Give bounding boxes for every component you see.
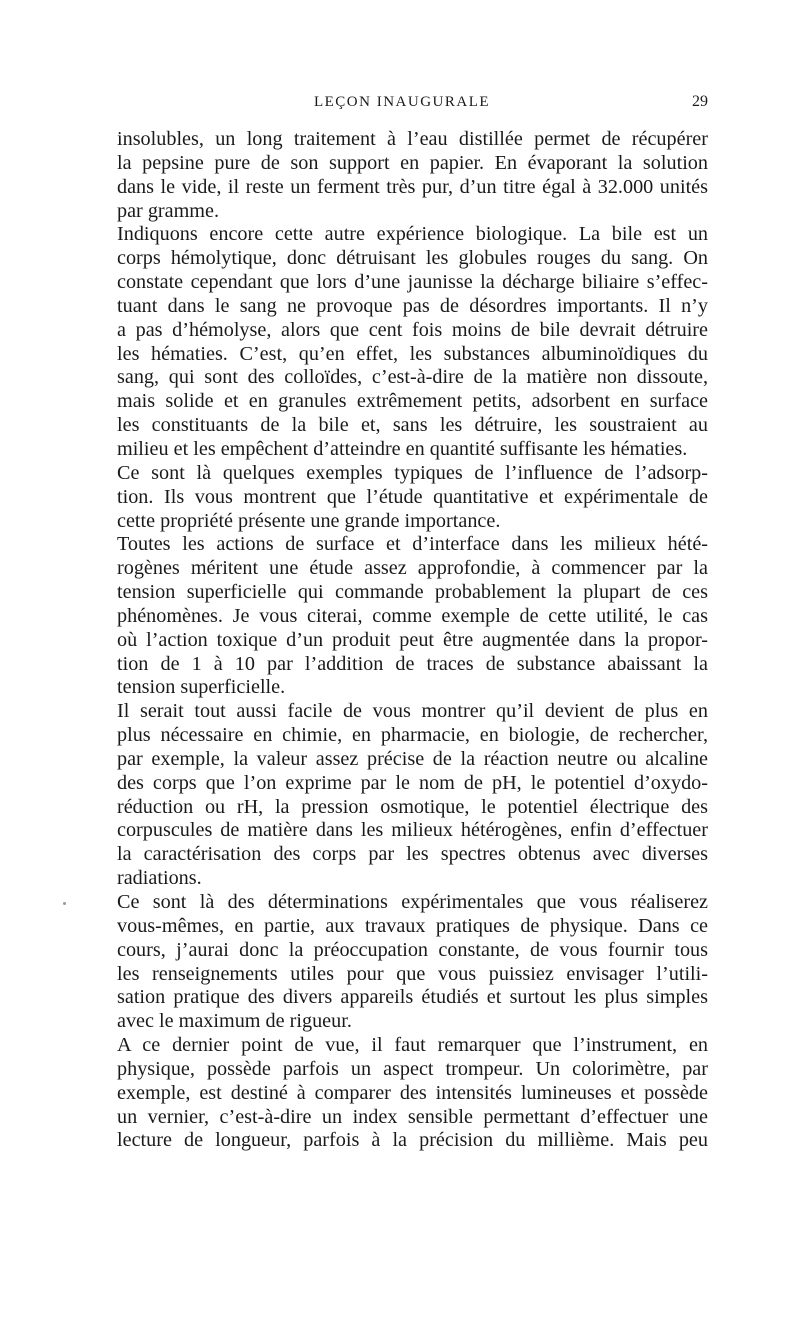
text-line: vous-mêmes, en partie, aux travaux pratiques de physique. Dans ce <box>117 914 708 937</box>
text-line: les constituants de la bile et, sans les détruire, les soustraient au <box>117 414 708 437</box>
text-line: cette propriété présente une grande importance. <box>117 509 501 532</box>
text-line: la caractérisation des corps par les spectres obtenus avec diverses <box>117 843 708 866</box>
text-line: avec le maximum de rigueur. <box>117 1010 352 1033</box>
paragraph <box>96 891 708 1034</box>
page-number: 29 <box>692 93 708 110</box>
text-line: des corps que l’on exprime par le nom de pH, le potentiel d’oxydo- <box>117 771 708 794</box>
text-line: la pepsine pure de son support en papier. En évaporant la solution <box>117 151 708 174</box>
text-line: a pas d’hémolyse, alors que cent fois moins de bile devrait détruire <box>117 318 708 341</box>
text-line: Toutes les actions de surface et d’interface dans les milieux hété- <box>117 533 708 556</box>
text-line: corps hémolytique, donc détruisant les globules rouges du sang. On <box>117 247 708 270</box>
running-head <box>96 92 708 116</box>
text-line: tension superficielle. <box>117 676 286 699</box>
text-line: par exemple, la valeur assez précise de la réaction neutre ou alcaline <box>117 747 708 770</box>
text-line: exemple, est destiné à comparer des intensités lumineuses et possède <box>117 1081 708 1104</box>
text-line: cours, j’aurai donc la préoccupation constante, de vous fournir tous <box>117 938 708 961</box>
paragraph <box>96 462 708 534</box>
text-line: les hématies. C’est, qu’en effet, les substances albuminoïdiques du <box>117 342 708 365</box>
text-line: où l’action toxique d’un produit peut être augmentée dans la propor- <box>117 628 708 651</box>
paragraph <box>96 128 708 223</box>
text-line: tion. Ils vous montrent que l’étude quantitative et expérimentale de <box>117 485 708 508</box>
text-line: plus nécessaire en chimie, en pharmacie, en biologie, de rechercher, <box>117 724 708 747</box>
text-line: Ce sont là quelques exemples typiques de l’influence de l’adsorp- <box>117 461 708 484</box>
text-line: phénomènes. Je vous citerai, comme exemple de cette utilité, le cas <box>117 604 708 627</box>
paragraph <box>96 1034 708 1153</box>
text-line: les renseignements utiles pour que vous puissiez envisager l’utili- <box>117 962 708 985</box>
text-line: Ce sont là des déterminations expérimentales que vous réaliserez <box>117 891 708 913</box>
text-line: corpuscules de matière dans les milieux hétérogènes, enfin d’effectuer <box>117 819 708 842</box>
text-line: tion de 1 à 10 par l’addition de traces de substance abaissant la <box>117 652 708 675</box>
text-line: constate cependant que lors d’une jaunisse la décharge biliaire s’effec- <box>117 271 708 294</box>
text-line: tension superficielle qui commande probablement la plupart de ces <box>117 581 708 604</box>
text-line: Indiquons encore cette autre expérience biologique. La bile est un <box>117 223 708 246</box>
text-line: radiations. <box>117 867 202 890</box>
text-line: réduction ou rH, la pression osmotique, le potentiel électrique des <box>117 795 708 818</box>
text-line: Il serait tout aussi facile de vous montrer qu’il devient de plus en <box>117 700 708 723</box>
text-line: physique, possède parfois un aspect trompeur. Un colorimètre, par <box>117 1057 708 1080</box>
paragraph <box>96 700 708 891</box>
text-line: un vernier, c’est-à-dire un index sensible permettant d’effectuer une <box>117 1105 708 1128</box>
text-line: lecture de longueur, parfois à la précision du millième. Mais peu <box>117 1129 708 1152</box>
paragraph <box>96 533 708 700</box>
text-line: milieu et les empêchent d’atteindre en quantité suffisante les hématies. <box>117 437 688 460</box>
margin-mark <box>63 902 66 905</box>
paragraph <box>96 223 708 461</box>
text-line: tuant dans le sang ne provoque pas de désordres importants. Il n’y <box>117 294 708 317</box>
text-line: rogènes méritent une étude assez approfondie, à commencer par la <box>117 557 708 580</box>
body-text <box>96 128 708 1153</box>
text-line: A ce dernier point de vue, il faut remarquer que l’instrument, en <box>117 1034 708 1057</box>
text-line: sang, qui sont des colloïdes, c’est-à-dire de la matière non dissoute, <box>117 366 708 389</box>
text-line: par gramme. <box>117 199 220 222</box>
text-line: sation pratique des divers appareils étudiés et surtout les plus simples <box>117 986 708 1009</box>
running-title: LEÇON INAUGURALE <box>313 94 491 110</box>
text-line: dans le vide, il reste un ferment très pur, d’un titre égal à 32.000 unités <box>117 175 708 198</box>
text-line: mais solide et en granules extrêmement petits, adsorbent en surface <box>117 390 708 413</box>
text-line: insolubles, un long traitement à l’eau distillée permet de récupérer <box>117 128 708 150</box>
